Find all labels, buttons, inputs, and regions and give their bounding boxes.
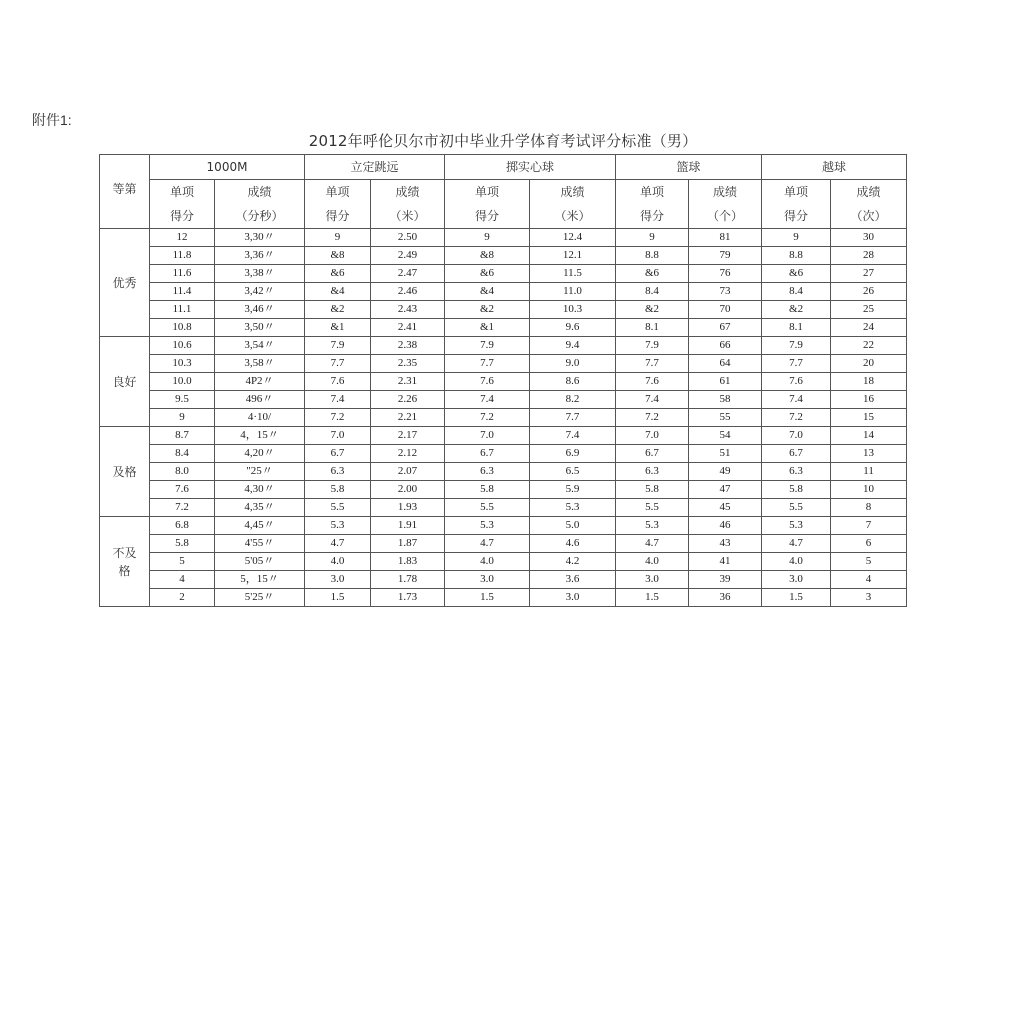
- result-cell: 22: [831, 337, 907, 355]
- score-cell: 5: [150, 553, 215, 571]
- result-subheader: [689, 180, 762, 229]
- subheader-line: 单项: [169, 185, 194, 199]
- score-cell: 4.7: [305, 535, 371, 553]
- result-cell: 2.00: [371, 481, 445, 499]
- score-cell: &4: [305, 283, 371, 301]
- result-cell: 47: [689, 481, 762, 499]
- attachment-label: 附件1:: [32, 112, 72, 128]
- event-header-row: [100, 155, 907, 180]
- score-cell: 5.3: [616, 517, 689, 535]
- result-cell: 4,20〃: [215, 445, 305, 463]
- table-body: [100, 155, 907, 607]
- score-cell: 8.1: [616, 319, 689, 337]
- result-cell: 12.1: [530, 247, 616, 265]
- subheader-line: 成绩: [856, 185, 881, 199]
- result-cell: 2.35: [371, 355, 445, 373]
- score-cell: &6: [445, 265, 530, 283]
- result-cell: 3,54〃: [215, 337, 305, 355]
- table-row: [100, 427, 907, 445]
- score-cell: 4: [150, 571, 215, 589]
- score-cell: 9: [305, 229, 371, 247]
- result-cell: 4P2〃: [215, 373, 305, 391]
- result-cell: 2.17: [371, 427, 445, 445]
- event-header: 立定跳远: [305, 155, 445, 180]
- result-cell: 12.4: [530, 229, 616, 247]
- result-cell: 1.91: [371, 517, 445, 535]
- score-cell: 6.3: [616, 463, 689, 481]
- score-cell: 5.3: [445, 517, 530, 535]
- score-cell: 7.6: [150, 481, 215, 499]
- score-cell: 6.7: [616, 445, 689, 463]
- grade-label: [100, 517, 150, 607]
- score-cell: 1.5: [762, 589, 831, 607]
- score-cell: 7.2: [762, 409, 831, 427]
- subheader-line: （个）: [707, 209, 744, 223]
- score-cell: 7.7: [762, 355, 831, 373]
- result-cell: 3,30〃: [215, 229, 305, 247]
- result-cell: 45: [689, 499, 762, 517]
- result-cell: 26: [831, 283, 907, 301]
- result-cell: "25〃: [215, 463, 305, 481]
- score-cell: 5.8: [150, 535, 215, 553]
- table-row: [100, 445, 907, 463]
- event-header: 1000M: [150, 155, 305, 180]
- result-cell: 2.50: [371, 229, 445, 247]
- result-cell: 28: [831, 247, 907, 265]
- score-cell: &6: [305, 265, 371, 283]
- result-cell: 36: [689, 589, 762, 607]
- score-subheader: [150, 180, 215, 229]
- result-cell: 66: [689, 337, 762, 355]
- table-row: [100, 301, 907, 319]
- result-cell: 5'25〃: [215, 589, 305, 607]
- score-cell: 10.3: [150, 355, 215, 373]
- grade-label: 良好: [100, 337, 150, 427]
- score-cell: 5.5: [445, 499, 530, 517]
- result-cell: 5'05〃: [215, 553, 305, 571]
- score-cell: 6.7: [445, 445, 530, 463]
- score-cell: 10.0: [150, 373, 215, 391]
- result-cell: 6.5: [530, 463, 616, 481]
- score-cell: 5.8: [616, 481, 689, 499]
- result-cell: 16: [831, 391, 907, 409]
- score-cell: 7.0: [762, 427, 831, 445]
- result-cell: 3,42〃: [215, 283, 305, 301]
- score-cell: 7.0: [445, 427, 530, 445]
- grade-label: 优秀: [100, 229, 150, 337]
- subheader-line: 单项: [784, 185, 809, 199]
- table-row: [100, 229, 907, 247]
- result-cell: 46: [689, 517, 762, 535]
- result-cell: 5.9: [530, 481, 616, 499]
- score-cell: &1: [305, 319, 371, 337]
- score-cell: 11.4: [150, 283, 215, 301]
- score-cell: 3.0: [305, 571, 371, 589]
- result-cell: 1.83: [371, 553, 445, 571]
- score-cell: 6.8: [150, 517, 215, 535]
- score-cell: 7.4: [616, 391, 689, 409]
- score-cell: 5.5: [616, 499, 689, 517]
- result-cell: 3.6: [530, 571, 616, 589]
- result-cell: 3: [831, 589, 907, 607]
- result-cell: 4: [831, 571, 907, 589]
- result-cell: 4,35〃: [215, 499, 305, 517]
- result-subheader: [831, 180, 907, 229]
- score-cell: &2: [762, 301, 831, 319]
- subheader-line: 得分: [640, 209, 665, 223]
- result-subheader: [371, 180, 445, 229]
- score-cell: 4.0: [305, 553, 371, 571]
- score-cell: 10.8: [150, 319, 215, 337]
- table-row: [100, 247, 907, 265]
- result-subheader: [215, 180, 305, 229]
- score-cell: 7.9: [305, 337, 371, 355]
- score-cell: 7.2: [305, 409, 371, 427]
- score-cell: 11.1: [150, 301, 215, 319]
- result-cell: 10.3: [530, 301, 616, 319]
- score-cell: 9: [445, 229, 530, 247]
- result-cell: 51: [689, 445, 762, 463]
- score-cell: 5.8: [305, 481, 371, 499]
- score-cell: 5.8: [445, 481, 530, 499]
- score-cell: 8.0: [150, 463, 215, 481]
- score-cell: &8: [305, 247, 371, 265]
- score-cell: 8.4: [150, 445, 215, 463]
- score-cell: 6.3: [445, 463, 530, 481]
- score-cell: &4: [445, 283, 530, 301]
- result-cell: 20: [831, 355, 907, 373]
- result-cell: 5.3: [530, 499, 616, 517]
- subheader-line: （米）: [389, 209, 426, 223]
- score-cell: 11.6: [150, 265, 215, 283]
- result-cell: 9.0: [530, 355, 616, 373]
- table-row: [100, 355, 907, 373]
- score-cell: 5.5: [762, 499, 831, 517]
- score-cell: 5.3: [305, 517, 371, 535]
- subheader-line: （分秒）: [235, 209, 284, 223]
- score-cell: 6.7: [305, 445, 371, 463]
- result-cell: 2.21: [371, 409, 445, 427]
- result-cell: 11: [831, 463, 907, 481]
- result-cell: 39: [689, 571, 762, 589]
- score-subheader: [616, 180, 689, 229]
- result-cell: 15: [831, 409, 907, 427]
- result-cell: 2.31: [371, 373, 445, 391]
- score-cell: 4.0: [616, 553, 689, 571]
- result-cell: 13: [831, 445, 907, 463]
- result-cell: 81: [689, 229, 762, 247]
- score-cell: 7.9: [616, 337, 689, 355]
- score-cell: 4.7: [616, 535, 689, 553]
- result-cell: 2.43: [371, 301, 445, 319]
- score-cell: &6: [762, 265, 831, 283]
- result-cell: 9.4: [530, 337, 616, 355]
- result-cell: 43: [689, 535, 762, 553]
- result-cell: 30: [831, 229, 907, 247]
- result-cell: 4.6: [530, 535, 616, 553]
- grade-column-header: 等第: [100, 155, 150, 229]
- score-cell: 7.9: [445, 337, 530, 355]
- score-cell: 9.5: [150, 391, 215, 409]
- score-cell: 10.6: [150, 337, 215, 355]
- table-row: [100, 589, 907, 607]
- result-cell: 2.38: [371, 337, 445, 355]
- score-cell: 7.2: [616, 409, 689, 427]
- result-cell: 5: [831, 553, 907, 571]
- document-title: 2012年呼伦贝尔市初中毕业升学体育考试评分标准（男）: [308, 132, 698, 150]
- score-cell: 9: [762, 229, 831, 247]
- subheader-line: 成绩: [247, 185, 272, 199]
- result-cell: 4·10/: [215, 409, 305, 427]
- scoring-standard-table: [99, 154, 907, 607]
- subheader-line: 成绩: [560, 185, 585, 199]
- score-cell: 1.5: [305, 589, 371, 607]
- subheader-line: 得分: [784, 209, 809, 223]
- subheader-row: [100, 180, 907, 229]
- subheader-line: 得分: [325, 209, 350, 223]
- table-row: [100, 391, 907, 409]
- score-cell: &2: [445, 301, 530, 319]
- result-cell: 58: [689, 391, 762, 409]
- result-cell: 9.6: [530, 319, 616, 337]
- score-cell: 6.3: [305, 463, 371, 481]
- score-cell: 9: [616, 229, 689, 247]
- subheader-line: 单项: [325, 185, 350, 199]
- result-cell: 7.7: [530, 409, 616, 427]
- score-cell: 8.1: [762, 319, 831, 337]
- result-cell: 3,36〃: [215, 247, 305, 265]
- result-cell: 76: [689, 265, 762, 283]
- table-row: [100, 319, 907, 337]
- result-cell: 8.2: [530, 391, 616, 409]
- result-cell: 11.5: [530, 265, 616, 283]
- result-cell: 5.0: [530, 517, 616, 535]
- score-cell: 8.4: [616, 283, 689, 301]
- subheader-line: 成绩: [395, 185, 420, 199]
- score-subheader: [762, 180, 831, 229]
- subheader-line: 得分: [475, 209, 500, 223]
- result-cell: 55: [689, 409, 762, 427]
- table-row: [100, 409, 907, 427]
- score-cell: 7.4: [305, 391, 371, 409]
- score-cell: 5.3: [762, 517, 831, 535]
- result-cell: 1.73: [371, 589, 445, 607]
- score-cell: 7.6: [445, 373, 530, 391]
- result-cell: 4'55〃: [215, 535, 305, 553]
- event-header: 越球: [762, 155, 907, 180]
- result-cell: 3.0: [530, 589, 616, 607]
- result-cell: 6: [831, 535, 907, 553]
- result-cell: 4.2: [530, 553, 616, 571]
- score-cell: 7.6: [762, 373, 831, 391]
- result-cell: 18: [831, 373, 907, 391]
- result-cell: 3,38〃: [215, 265, 305, 283]
- table-row: [100, 571, 907, 589]
- result-cell: 67: [689, 319, 762, 337]
- table-row: [100, 499, 907, 517]
- subheader-line: 单项: [640, 185, 665, 199]
- score-cell: 5.8: [762, 481, 831, 499]
- score-cell: 7.0: [616, 427, 689, 445]
- score-cell: 7.0: [305, 427, 371, 445]
- result-cell: 5，15〃: [215, 571, 305, 589]
- result-cell: 14: [831, 427, 907, 445]
- score-cell: 9: [150, 409, 215, 427]
- grade-label: 及格: [100, 427, 150, 517]
- score-cell: 7.4: [445, 391, 530, 409]
- score-cell: 8.4: [762, 283, 831, 301]
- score-cell: 8.7: [150, 427, 215, 445]
- result-cell: 54: [689, 427, 762, 445]
- result-cell: 11.0: [530, 283, 616, 301]
- result-cell: 4,30〃: [215, 481, 305, 499]
- score-cell: 4.0: [445, 553, 530, 571]
- score-cell: &1: [445, 319, 530, 337]
- score-cell: &6: [616, 265, 689, 283]
- result-cell: 61: [689, 373, 762, 391]
- score-cell: 5.5: [305, 499, 371, 517]
- score-subheader: [305, 180, 371, 229]
- score-cell: 11.8: [150, 247, 215, 265]
- table-row: [100, 481, 907, 499]
- result-cell: 2.46: [371, 283, 445, 301]
- score-cell: 7.2: [150, 499, 215, 517]
- subheader-line: （次）: [850, 209, 887, 223]
- grade-label-line: 不及: [112, 545, 137, 560]
- score-cell: 4.0: [762, 553, 831, 571]
- result-cell: 2.41: [371, 319, 445, 337]
- result-cell: 8.6: [530, 373, 616, 391]
- result-cell: 3,58〃: [215, 355, 305, 373]
- result-subheader: [530, 180, 616, 229]
- score-cell: 7.7: [616, 355, 689, 373]
- table-row: [100, 517, 907, 535]
- result-cell: 496〃: [215, 391, 305, 409]
- score-cell: 1.5: [616, 589, 689, 607]
- score-cell: 2: [150, 589, 215, 607]
- event-header: 篮球: [616, 155, 762, 180]
- score-cell: 4.7: [445, 535, 530, 553]
- score-cell: 8.8: [762, 247, 831, 265]
- score-cell: 3.0: [762, 571, 831, 589]
- result-cell: 3,50〃: [215, 319, 305, 337]
- score-cell: &2: [305, 301, 371, 319]
- result-cell: 8: [831, 499, 907, 517]
- score-cell: 7.7: [445, 355, 530, 373]
- score-cell: 4.7: [762, 535, 831, 553]
- result-cell: 25: [831, 301, 907, 319]
- subheader-line: 得分: [169, 209, 194, 223]
- result-cell: 7.4: [530, 427, 616, 445]
- result-cell: 4，15〃: [215, 427, 305, 445]
- table-row: [100, 337, 907, 355]
- result-cell: 79: [689, 247, 762, 265]
- score-cell: 7.6: [616, 373, 689, 391]
- result-cell: 1.87: [371, 535, 445, 553]
- score-cell: 3.0: [616, 571, 689, 589]
- result-cell: 2.07: [371, 463, 445, 481]
- grade-label-line: 格: [118, 563, 131, 578]
- table-row: [100, 283, 907, 301]
- result-cell: 2.12: [371, 445, 445, 463]
- event-header: 掷实心球: [445, 155, 616, 180]
- score-cell: 12: [150, 229, 215, 247]
- score-cell: 7.6: [305, 373, 371, 391]
- score-cell: 7.7: [305, 355, 371, 373]
- result-cell: 10: [831, 481, 907, 499]
- score-cell: 3.0: [445, 571, 530, 589]
- result-cell: 2.26: [371, 391, 445, 409]
- result-cell: 70: [689, 301, 762, 319]
- result-cell: 7: [831, 517, 907, 535]
- table-row: [100, 553, 907, 571]
- result-cell: 41: [689, 553, 762, 571]
- score-subheader: [445, 180, 530, 229]
- table-row: [100, 463, 907, 481]
- result-cell: 24: [831, 319, 907, 337]
- result-cell: 1.78: [371, 571, 445, 589]
- table-row: [100, 265, 907, 283]
- result-cell: 49: [689, 463, 762, 481]
- subheader-line: 成绩: [713, 185, 738, 199]
- result-cell: 27: [831, 265, 907, 283]
- subheader-line: 单项: [475, 185, 500, 199]
- score-cell: 7.2: [445, 409, 530, 427]
- subheader-line: （米）: [554, 209, 591, 223]
- score-cell: 6.3: [762, 463, 831, 481]
- score-cell: 1.5: [445, 589, 530, 607]
- score-cell: 7.4: [762, 391, 831, 409]
- score-cell: 7.9: [762, 337, 831, 355]
- result-cell: 3,46〃: [215, 301, 305, 319]
- score-cell: 8.8: [616, 247, 689, 265]
- result-cell: 2.47: [371, 265, 445, 283]
- table-row: [100, 535, 907, 553]
- result-cell: 73: [689, 283, 762, 301]
- score-cell: &2: [616, 301, 689, 319]
- result-cell: 6.9: [530, 445, 616, 463]
- result-cell: 1.93: [371, 499, 445, 517]
- result-cell: 4,45〃: [215, 517, 305, 535]
- score-cell: 6.7: [762, 445, 831, 463]
- score-cell: &8: [445, 247, 530, 265]
- result-cell: 64: [689, 355, 762, 373]
- table-row: [100, 373, 907, 391]
- result-cell: 2.49: [371, 247, 445, 265]
